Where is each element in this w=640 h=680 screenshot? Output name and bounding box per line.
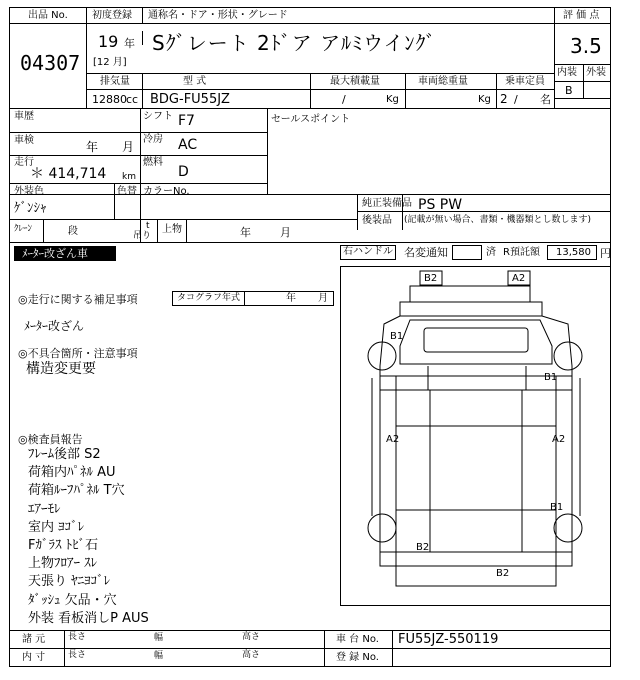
interior-grade: B: [565, 84, 573, 97]
report-line: ﾀﾞｯｼｭ 欠品・穴: [28, 592, 117, 608]
report-line: 外装 看板消しP AUS: [28, 610, 149, 626]
defect-note: 構造変更要: [26, 361, 96, 377]
lot-number: 04307: [20, 51, 81, 75]
report-line: 荷箱内ﾊﾟﾈﾙ AU: [28, 465, 116, 481]
report-line: ｴｱｰﾓﾚ: [28, 501, 61, 517]
report-line: 荷箱ﾙｰﾌﾊﾟﾈﾙ T穴: [28, 483, 125, 499]
lot-label: 出品 No.: [28, 10, 68, 21]
damage-mark: B2: [496, 568, 510, 579]
damage-mark: B1: [390, 331, 404, 342]
capacity: 2: [500, 92, 508, 106]
report-line: 室内 ﾖｺﾞﾚ: [28, 519, 85, 535]
damage-mark: B1: [544, 372, 558, 383]
name-change-box: [452, 245, 482, 260]
displacement: 12880: [92, 93, 127, 106]
damage-mark: B1: [550, 502, 564, 513]
report-line: 天張り ﾔﾆﾖｺﾞﾚ: [28, 574, 111, 590]
score: 3.5: [570, 34, 602, 58]
first-reg-year: 19: [98, 32, 119, 51]
damage-mark: B2: [416, 542, 430, 553]
model-code: BDG-FU55JZ: [150, 92, 230, 107]
damage-mark: A2: [386, 434, 400, 445]
damage-mark: B2: [424, 273, 438, 284]
damage-diagram: [340, 266, 612, 606]
odometer-tampered-text: ﾒｰﾀｰ改ざん車: [22, 247, 88, 260]
report-line: ﾌﾚｰﾑ後部 S2: [28, 447, 101, 462]
body-color: ｹﾞﾝｼｬ: [14, 201, 47, 216]
damage-mark: A2: [552, 434, 566, 445]
ac-value: AC: [178, 137, 198, 153]
mileage: ＊ 414,714: [30, 166, 107, 182]
travel-note: ﾒｰﾀｰ改ざん: [24, 319, 85, 333]
grade-name: Sｸﾞレート 2ﾄﾞア アﾙﾐウイﾝｸﾞ: [152, 31, 437, 55]
fuel-value: D: [178, 164, 189, 180]
equipment: PS PW: [418, 197, 463, 213]
chassis-number: FU55JZ-550119: [398, 632, 499, 647]
shift-value: F7: [178, 113, 195, 129]
report-line: Fｶﾞﾗｽ ﾄﾋﾞ石: [28, 538, 99, 553]
damage-mark: A2: [512, 273, 526, 284]
report-line: 上物ﾌﾛｱｰ ｽﾚ: [28, 556, 98, 572]
